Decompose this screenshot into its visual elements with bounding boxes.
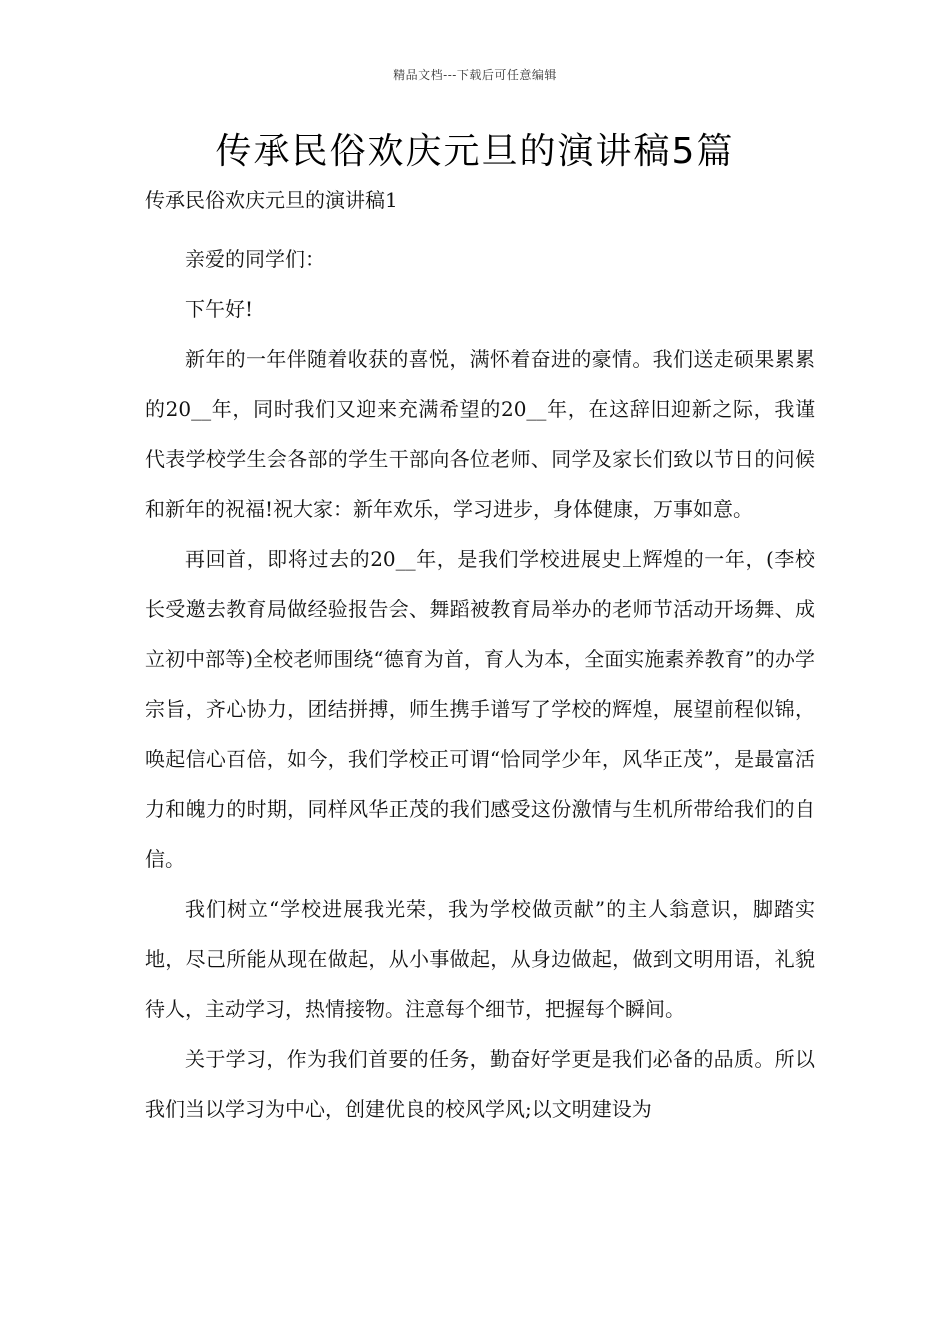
paragraph-review: 再回首，即将过去的20__年，是我们学校进展史上辉煌的一年，(李校长受邀去教育局做经验报告会、舞蹈被教育局举办的老师节活动开场舞、成立初中部等)全校老师围绕“德育为首，育人为本，全面实施素养教育”的办学宗旨，齐心协力，团结拼搏，师生携手谱写了学校的辉煌，展望前程似锦，唤起信心百倍，如今，我们学校正可谓“恰同学少年，风华正茂”，是最富活力和魄力的时期，同样风华正茂的我们感受这份激情与生机所带给我们的自信。 [145, 547, 815, 871]
paragraph-greeting: 亲爱的同学们： [185, 247, 325, 271]
paragraph-study: 关于学习，作为我们首要的任务，勤奋好学更是我们必备的品质。所以我们当以学习为中心，创建优良的校风学风;以文明建设为 [145, 1047, 815, 1121]
document-body [145, 234, 815, 1134]
document-title: 传承民俗欢庆元旦的演讲稿5篇 [215, 131, 735, 172]
paragraph-salutation: 下午好! [185, 297, 254, 321]
paragraph-new-year: 新年的一年伴随着收获的喜悦，满怀着奋进的豪情。我们送走硕果累累的20__年，同时我们又迎来充满希望的20__年，在这辞旧迎新之际，我谨代表学校学生会各部的学生干部向各位老师、同学及家长们致以节日的问候和新年的祝福!祝大家：新年欢乐，学习进步，身体健康，万事如意。 [145, 347, 815, 521]
header-note: 精品文档---下载后可任意编辑 [393, 68, 557, 82]
section-subtitle: 传承民俗欢庆元旦的演讲稿1 [145, 188, 398, 212]
paragraph-ownership: 我们树立“学校进展我光荣，我为学校做贡献”的主人翁意识，脚踏实地，尽己所能从现在做起，从小事做起，从身边做起，做到文明用语，礼貌待人，主动学习，热情接物。注意每个细节，把握每个瞬间。 [145, 897, 815, 1021]
